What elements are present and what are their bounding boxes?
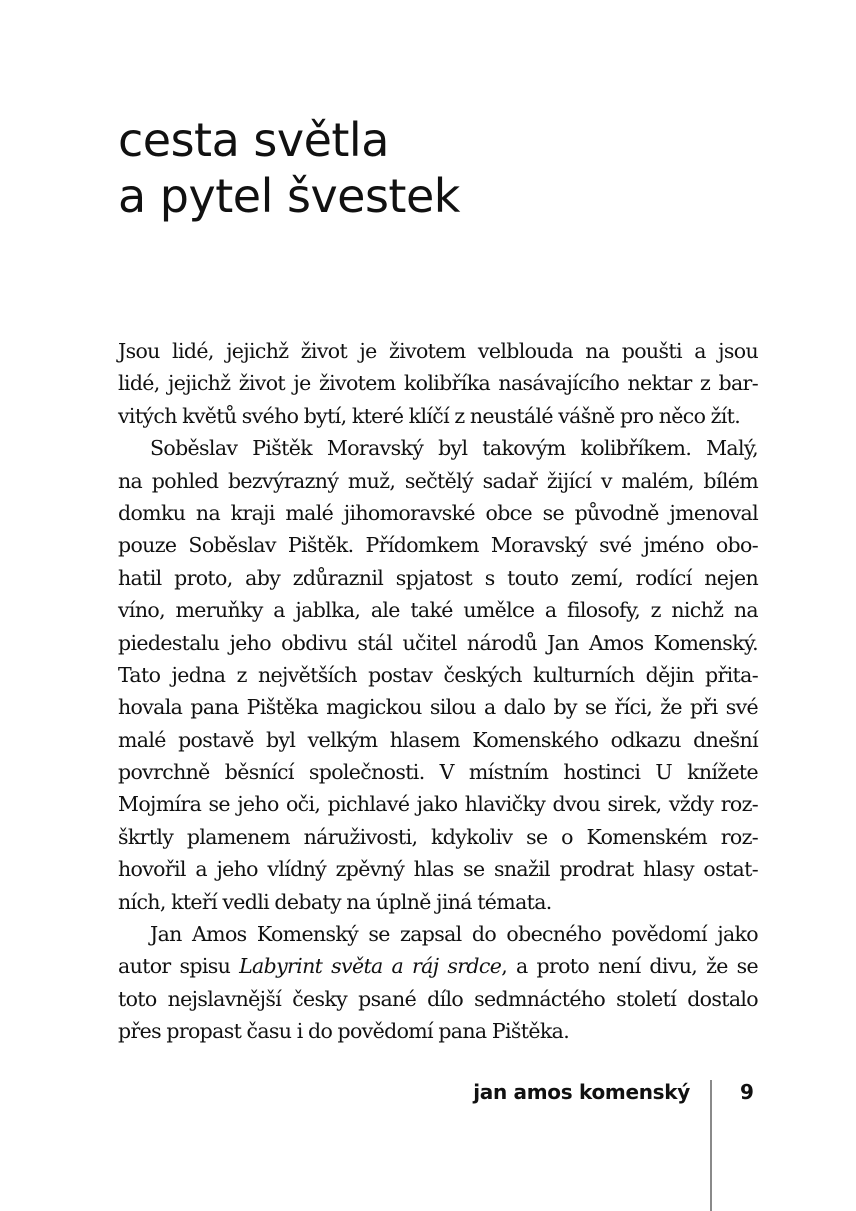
paragraph-start-line: Soběslav Pištěk Moravský byl takovým kolibříkem. Malý, [150,436,758,461]
text-line-with-book-title [118,950,758,982]
text-line: vitých květů svého bytí, které klíčí z neustálé vášně pro něco žít. [118,403,741,428]
text-line: pouze Soběslav Pištěk. Přídomkem Moravský své jméno obo- [118,533,758,558]
text-line: hovořil a jeho vlídný zpěvný hlas se snažil prodrat hlasy ostat- [118,857,758,882]
book-title: Labyrint světa a ráj srdce [239,954,502,979]
text-line: domku na kraji malé jihomoravské obce se původně jmenoval [118,500,758,525]
text-fragment: autor spisu [118,954,240,979]
text-line: škrtly plamenem náruživosti, kdykoliv se o Komenském roz- [118,824,758,849]
text-line: Tato jedna z největších postav českých kulturních dějin přita- [118,662,758,687]
text-fragment: , a proto není divu, že se [501,954,758,979]
running-title: jan amos komenský [473,1080,690,1104]
chapter-title [118,112,460,224]
page-number: 9 [740,1080,754,1104]
text-line: povrchně běsnící společnosti. V místním hostinci U knížete [118,760,758,785]
text-line: Mojmíra se jeho oči, pichlavé jako hlavičky dvou sirek, vždy roz- [118,792,758,817]
text-line: víno, meruňky a jablka, ale také umělce a filosofy, z nichž na [118,598,758,623]
paragraph-start-line: Jan Amos Komenský se zapsal do obecného povědomí jako [150,922,758,947]
text-line: hovala pana Pištěka magickou silou a dalo by se říci, že při své [118,695,758,720]
text-line: přes propast času i do povědomí pana Pištěka. [118,1019,570,1044]
text-line: Jsou lidé, jejichž život je životem velblouda na poušti a jsou [118,339,758,363]
text-line: piedestalu jeho obdivu stál učitel národů Jan Amos Komenský. [118,630,758,655]
footer-divider [710,1080,712,1211]
text-line: toto nejslavnější česky psané dílo sedmnáctého století dostalo [118,986,758,1011]
text-line: malé postavě byl velkým hlasem Komenského odkazu dnešní [118,727,758,752]
text-line: hatil proto, aby zdůraznil spjatost s touto zemí, rodící nejen [118,565,758,590]
text-line: ních, kteří vedli debaty na úplně jiná témata. [118,889,552,914]
text-line: lidé, jejichž život je životem kolibříka nasávajícího nektar z bar- [118,371,758,396]
chapter-title-line-1: cesta světla [118,113,389,167]
chapter-title-line-2: a pytel švestek [118,169,460,223]
text-line: na pohled bezvýrazný muž, sečtělý sadař žijící v malém, bílém [118,468,758,493]
body-text [118,335,758,1048]
